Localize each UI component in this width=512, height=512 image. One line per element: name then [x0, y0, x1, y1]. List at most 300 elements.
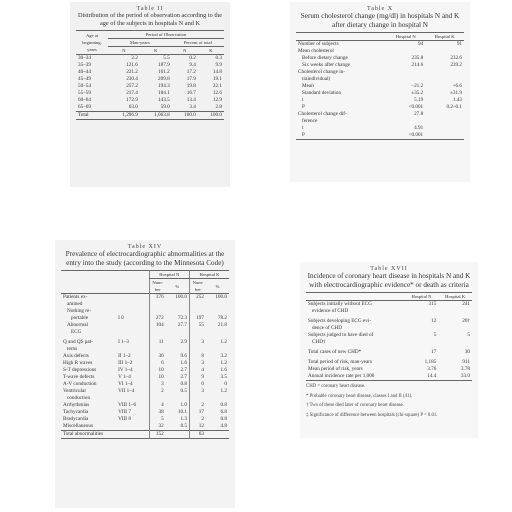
hospital-n-cell: −21.2 — [411, 83, 424, 89]
percent-n-cell: 16.7 — [186, 90, 196, 96]
hospital-n-number-cell: 10 — [149, 367, 166, 374]
hospital-k-cell — [425, 111, 464, 118]
hospital-n-cell — [405, 325, 439, 332]
table-row — [296, 97, 464, 104]
row-label: Miscellaneous — [63, 423, 93, 429]
table-xiv-col-n: Hospital N — [149, 271, 189, 279]
table-xiv-panel — [55, 240, 235, 508]
row-label: Nothing re- — [67, 308, 92, 314]
age-cell: 45–49 — [78, 76, 91, 82]
table-ii-title: Distribution of the period of observation according to the age of the subjects in hospitals N and K — [77, 12, 223, 27]
hospital-n-percent-cell: 1.0 — [180, 402, 187, 408]
table-xvii-title: Incidence of coronary heart disease in hospitals N and K with electrocardiographic evidence* or death as criteria — [307, 272, 471, 289]
row-label: Subjects developing ECG evi- — [308, 318, 371, 324]
table-row — [296, 90, 464, 97]
code-cell: V 1–4 — [118, 374, 131, 380]
table-row — [76, 55, 224, 63]
hospital-k-number-cell — [189, 346, 206, 353]
row-label: Annual incidence rate per 1,000 — [308, 373, 375, 379]
table-row — [61, 329, 229, 336]
man-years-n-cell: 121.6 — [126, 62, 138, 68]
hospital-k-cell — [425, 76, 464, 83]
hospital-k-percent-cell: 4.8 — [220, 423, 227, 429]
table-row — [296, 48, 464, 55]
hospital-k-number-cell: 17 — [189, 409, 206, 416]
row-label: Subjects judged to have died of — [308, 332, 374, 338]
hospital-k-cell — [438, 339, 472, 346]
man-years-n-cell: 172.9 — [126, 97, 138, 103]
table-row — [76, 97, 224, 104]
table-row — [296, 111, 464, 118]
percent-k-cell: 2.8 — [215, 104, 222, 110]
hospital-k-cell: 911 — [462, 359, 470, 365]
row-label: ference — [302, 118, 318, 124]
hospital-n-cell — [386, 48, 425, 55]
table-row — [61, 416, 229, 423]
hospital-k-number-cell — [189, 301, 206, 308]
man-years-n-cell: 63.0 — [128, 104, 138, 110]
hospital-k-cell: 30 — [464, 349, 470, 355]
hospital-n-percent-cell: 2.9 — [180, 339, 187, 345]
hospital-k-cell: ±31.9 — [450, 90, 462, 96]
man-years-k-cell: 209.8 — [158, 76, 170, 82]
hospital-k-number-cell: 3 — [189, 360, 206, 367]
hospital-n-number-cell: 2 — [149, 388, 166, 395]
hospital-k-cell: 5 — [467, 332, 470, 338]
row-label: Total period of risk, man-years — [308, 359, 373, 365]
hospital-n-number-cell: 10 — [149, 374, 166, 381]
table-xvii-footnotes — [306, 380, 472, 419]
hospital-n-cell: ±35.2 — [411, 90, 424, 96]
hospital-k-percent-cell: 1.2 — [220, 339, 227, 345]
code-cell — [116, 395, 149, 402]
row-label: ECG — [71, 329, 82, 335]
code-cell: VIII 8 — [118, 416, 131, 422]
row-label: CHD† — [312, 339, 326, 345]
hospital-k-number-cell: 0 — [189, 381, 206, 388]
hospital-n-percent-cell: 2.7 — [180, 367, 187, 373]
hospital-k-number-cell: 8 — [189, 353, 206, 360]
table-row — [76, 76, 224, 83]
table-row — [306, 366, 472, 373]
table-ii-sub-n: N — [122, 48, 126, 53]
table-ii-total-mn: 1,296.9 — [122, 112, 138, 118]
hospital-k-percent-cell: 0.8 — [220, 402, 227, 408]
percent-k-cell: 12.9 — [212, 97, 222, 103]
row-label: portable — [71, 315, 88, 321]
hospital-n-cell — [386, 118, 425, 125]
table-ii-body — [76, 55, 224, 112]
row-label: Cholesterol change in- — [298, 69, 345, 75]
hospital-k-percent-cell: 6.8 — [220, 409, 227, 415]
hospital-k-number-cell: 4 — [189, 367, 206, 374]
age-cell: 30–34 — [78, 55, 91, 61]
hospital-n-cell: 3.76 — [427, 366, 437, 372]
table-ii-age-header: Age at beginning, years — [82, 33, 102, 52]
table-row — [306, 373, 472, 380]
table-ii-sub-n2: N — [183, 48, 187, 53]
table-ii-panel — [70, 2, 230, 187]
hospital-n-number-cell: 272 — [149, 315, 166, 322]
table-row — [306, 318, 472, 325]
age-cell: 60–64 — [78, 97, 91, 103]
hospital-n-percent-cell: 9.6 — [180, 353, 187, 359]
hospital-n-number-cell: 32 — [149, 423, 166, 431]
hospital-n-cell: 214.6 — [411, 62, 424, 68]
hospital-k-cell: 33.0 — [460, 373, 470, 379]
man-years-k-cell: 5.5 — [163, 55, 170, 61]
percent-n-cell: 17.2 — [186, 69, 196, 75]
hospital-n-percent-cell: 1.3 — [180, 416, 187, 422]
man-years-k-cell: 161.2 — [158, 69, 170, 75]
percent-n-cell: 0.2 — [189, 55, 196, 61]
row-label: Total cases of new CHD* — [308, 349, 362, 355]
hospital-k-cell — [438, 308, 472, 315]
hospital-n-number-cell: 376 — [149, 294, 166, 302]
hospital-k-cell — [425, 132, 464, 140]
table-xiv-blank-header — [61, 271, 116, 294]
table-x-title: Serum cholesterol change (mg/dl) in hospitals N and K after dietary change in hospital N — [300, 12, 460, 29]
hospital-n-number-cell: 3 — [149, 381, 166, 388]
table-x-col-k: Hospital K — [434, 34, 455, 39]
row-label: t — [302, 125, 304, 131]
table-row — [61, 367, 229, 374]
hospital-n-number-cell — [149, 346, 166, 353]
row-label: Standard deviation — [302, 90, 342, 96]
hospital-n-percent-cell — [166, 308, 190, 315]
hospital-k-number-cell: 2 — [189, 416, 206, 423]
hospital-n-percent-cell: 0.5 — [180, 388, 187, 394]
table-xiv-total-blank2 — [206, 431, 229, 439]
table-row — [296, 69, 464, 76]
code-cell: VIII 7 — [118, 409, 131, 415]
hospital-n-percent-cell: 0.8 — [180, 381, 187, 387]
hospital-n-cell: 14.4 — [427, 373, 437, 379]
table-xvii-panel — [300, 262, 478, 438]
table-row — [61, 315, 229, 322]
hospital-k-cell: 232.6 — [450, 55, 462, 61]
row-label: Mean — [302, 83, 314, 89]
hospital-k-percent-cell: 0.8 — [220, 416, 227, 422]
row-label: P — [302, 132, 305, 138]
row-label: P — [302, 104, 305, 110]
table-row — [76, 104, 224, 112]
footnote: ‡ Significance of difference between hospitals (chi-square) P < 0.01. — [306, 412, 438, 418]
hospital-k-cell — [438, 325, 472, 332]
table-ii-total-pn: 100.0 — [184, 112, 196, 118]
hospital-k-percent-cell: 1.2 — [220, 360, 227, 366]
table-row — [61, 294, 229, 302]
man-years-k-cell: 194.3 — [158, 83, 170, 89]
percent-k-cell: 0.3 — [215, 55, 222, 61]
code-cell: VIII 1–6 — [118, 402, 137, 408]
hospital-n-percent-cell — [166, 346, 190, 353]
code-cell — [116, 346, 149, 353]
percent-k-cell: 14.8 — [212, 69, 222, 75]
hospital-k-percent-cell: 3.5 — [220, 374, 227, 380]
table-x — [296, 32, 464, 140]
man-years-n-cell: 257.2 — [126, 83, 138, 89]
table-xvii-caption: Table XVII — [370, 266, 408, 272]
hospital-n-number-cell: 4 — [149, 402, 166, 409]
age-cell: 55–59 — [78, 90, 91, 96]
hospital-k-number-cell — [189, 395, 206, 402]
table-x-body — [296, 41, 464, 140]
hospital-n-percent-cell: 10.1 — [177, 409, 187, 415]
table-row — [296, 118, 464, 125]
percent-k-cell: 9.9 — [215, 62, 222, 68]
hospital-k-cell — [425, 69, 464, 76]
table-row — [61, 301, 229, 308]
table-ii-total-pk: 100.0 — [210, 112, 222, 118]
table-row — [61, 388, 229, 395]
hospital-k-number-cell: 252 — [189, 294, 206, 302]
table-xiv-total-label: Total abnormalities — [63, 431, 104, 437]
table-xvii-col-k: Hospital K — [445, 294, 466, 299]
man-years-n-cell: 217.4 — [126, 90, 138, 96]
row-label: Six weeks after change — [302, 62, 350, 68]
table-xiv-total-blank1 — [166, 431, 190, 439]
man-years-n-cell: 221.2 — [126, 69, 138, 75]
hospital-n-number-cell: 6 — [149, 360, 166, 367]
hospital-n-percent-cell: 100.0 — [175, 294, 187, 300]
table-ii-total-mk: 1,063.8 — [154, 112, 170, 118]
table-row — [306, 359, 472, 366]
hospital-k-percent-cell: 78.2 — [217, 315, 227, 321]
percent-k-cell: 22.1 — [212, 83, 222, 89]
footnote: * Probable coronary heart disease, classes I and II (41). — [306, 393, 413, 399]
hospital-n-cell: 27.8 — [414, 111, 424, 117]
row-label: Tachycardia — [63, 409, 89, 415]
hospital-n-percent-cell — [166, 395, 190, 402]
table-xiv-caption: Table XIV — [127, 244, 163, 250]
hospital-n-cell: <0.001 — [408, 104, 424, 110]
table-row — [296, 104, 464, 111]
table-row — [76, 62, 224, 69]
table-xiv-sub-pct2: % — [215, 283, 220, 289]
hospital-k-number-cell: 2 — [189, 402, 206, 409]
table-row — [76, 83, 224, 90]
hospital-n-cell: 1,185 — [424, 359, 437, 365]
hospital-k-percent-cell — [206, 308, 229, 315]
hospital-n-cell — [405, 308, 439, 315]
row-label: Mean cholesterol — [298, 48, 334, 54]
hospital-k-cell: 3.78 — [460, 366, 470, 372]
row-label: Mean period of risk, years — [308, 366, 363, 372]
percent-n-cell: 13.4 — [186, 97, 196, 103]
table-row — [296, 55, 464, 62]
table-row — [296, 41, 464, 49]
table-ii-group-header: Period of Observation — [108, 31, 224, 39]
age-cell: 65–69 — [78, 104, 91, 110]
hospital-k-cell — [425, 125, 464, 132]
row-label: Axis defects — [63, 353, 89, 359]
row-label: Patients ex- — [63, 294, 88, 300]
hospital-k-number-cell — [189, 308, 206, 315]
code-cell — [116, 322, 149, 329]
age-cell: 35–39 — [78, 62, 91, 68]
hospital-n-number-cell — [149, 329, 166, 336]
hospital-k-number-cell: 197 — [189, 315, 206, 322]
man-years-k-cell: 187.9 — [158, 62, 170, 68]
table-row — [61, 423, 229, 431]
hospital-n-cell: <0.001 — [408, 132, 424, 138]
table-row — [61, 402, 229, 409]
hospital-k-percent-cell: 3.2 — [220, 353, 227, 359]
table-row — [306, 325, 472, 332]
hospital-n-number-cell: 5 — [149, 416, 166, 423]
age-cell: 40–44 — [78, 69, 91, 75]
hospital-k-percent-cell: 1.6 — [220, 367, 227, 373]
hospital-k-percent-cell — [206, 301, 229, 308]
row-label: Arrhythmias — [63, 402, 90, 408]
hospital-n-number-cell: 38 — [149, 409, 166, 416]
hospital-k-percent-cell: 21.8 — [217, 322, 227, 328]
hospital-k-number-cell: 3 — [189, 339, 206, 346]
hospital-n-number-cell — [149, 308, 166, 315]
row-label: Ventricular — [63, 388, 87, 394]
hospital-n-percent-cell: 27.7 — [177, 322, 187, 328]
hospital-n-cell: 94 — [417, 41, 424, 47]
footnote: † Two of these died later of coronary heart disease. — [306, 403, 404, 408]
row-label: S-T depressions — [63, 367, 97, 373]
table-ii-total-label: Total — [78, 112, 89, 118]
table-xiv-code-header — [116, 271, 149, 294]
hospital-k-number-cell: 9 — [189, 374, 206, 381]
row-label: evidence of CHD — [312, 308, 349, 314]
table-xvii-blank-header — [306, 293, 405, 301]
table-x-blank-header — [296, 33, 386, 41]
row-label: Before dietary change — [302, 55, 348, 61]
row-label: Bradycardia — [63, 416, 89, 422]
table-ii — [76, 30, 224, 120]
man-years-n-cell: 2.2 — [131, 55, 138, 61]
code-cell — [116, 308, 149, 315]
row-label: Subjects initially without ECG — [308, 301, 372, 307]
hospital-k-cell: 241 — [462, 301, 470, 307]
hospital-n-cell — [405, 339, 439, 346]
table-ii-caption: Table II — [136, 6, 164, 12]
row-label: Number of subjects — [298, 41, 339, 47]
table-ii-sub-k: K — [154, 48, 158, 53]
hospital-n-cell: 17 — [431, 349, 437, 355]
table-row — [296, 83, 464, 90]
table-xiv-sub-pct: % — [175, 283, 180, 289]
hospital-k-percent-cell — [206, 395, 229, 402]
table-ii-sub-k2: K — [209, 48, 213, 53]
table-row — [61, 353, 229, 360]
hospital-n-percent-cell — [166, 301, 190, 308]
table-row — [76, 90, 224, 97]
man-years-n-cell: 230.4 — [126, 76, 138, 82]
hospital-k-cell: 239.2 — [450, 62, 462, 68]
table-row — [61, 322, 229, 329]
hospital-n-cell — [386, 69, 425, 76]
table-xvii — [306, 292, 472, 380]
hospital-n-number-cell: 11 — [149, 339, 166, 346]
table-row — [306, 332, 472, 339]
man-years-k-cell: 184.1 — [158, 90, 170, 96]
table-xiv-body — [61, 294, 229, 431]
table-row — [61, 381, 229, 388]
hospital-k-number-cell — [189, 329, 206, 336]
footnote: CHD = coronary heart disease. — [306, 384, 366, 389]
row-label: t — [302, 97, 304, 103]
hospital-k-number-cell: 3 — [189, 388, 206, 395]
row-label: traindividual) — [302, 76, 331, 82]
man-years-k-cell: 59.0 — [160, 104, 170, 110]
table-row — [296, 132, 464, 140]
code-cell: VI 1–4 — [118, 381, 133, 387]
hospital-n-cell: 5.19 — [414, 97, 424, 103]
code-cell — [116, 423, 149, 431]
row-label: A-V conduction — [63, 381, 97, 387]
table-row — [296, 125, 464, 132]
age-cell: 50–54 — [78, 83, 91, 89]
table-x-panel — [290, 2, 470, 182]
table-xvii-body — [306, 301, 472, 381]
table-row — [61, 339, 229, 346]
row-label: High R waves — [63, 360, 93, 366]
table-xiv-sub-num2: Num-ber — [189, 279, 206, 294]
table-x-col-n: Hospital N — [395, 34, 416, 39]
hospital-n-percent-cell: 1.6 — [180, 360, 187, 366]
hospital-n-number-cell — [149, 301, 166, 308]
table-row — [61, 395, 229, 402]
row-label: terns — [67, 346, 78, 352]
table-xiv-title: Prevalence of electrocardiographic abnormalities at the entry into the study (according to the Minnesota Code) — [65, 250, 225, 267]
table-row — [61, 374, 229, 381]
row-label: dence of CHD — [312, 325, 342, 331]
percent-k-cell: 19.1 — [212, 76, 222, 82]
table-xiv-col-k: Hospital K — [189, 271, 229, 279]
hospital-k-percent-cell — [206, 329, 229, 336]
hospital-k-cell: 1.43 — [452, 97, 462, 103]
row-label: Abnormal — [67, 322, 89, 328]
hospital-n-cell: 315 — [428, 301, 437, 307]
row-label: Cholesterol change dif- — [298, 111, 347, 117]
table-row — [306, 308, 472, 315]
table-ii-man-years-header: Man-years — [108, 39, 172, 47]
table-row — [61, 346, 229, 353]
table-row — [61, 308, 229, 315]
hospital-k-cell: 91 — [456, 41, 462, 47]
code-cell — [116, 301, 149, 308]
table-xvii-col-n: Hospital N — [411, 294, 432, 299]
hospital-n-number-cell — [149, 395, 166, 402]
hospital-n-cell: 4.91 — [414, 125, 424, 131]
table-xiv — [61, 270, 229, 439]
code-cell — [116, 294, 149, 302]
hospital-k-cell — [425, 48, 464, 55]
percent-n-cell: 19.8 — [186, 83, 196, 89]
hospital-k-percent-cell: 0 — [224, 381, 227, 387]
hospital-k-cell: +6.6 — [452, 83, 462, 89]
hospital-n-cell: 12 — [431, 318, 437, 324]
row-label: conduction — [67, 395, 91, 401]
code-cell: III 1–2 — [118, 360, 133, 366]
hospital-n-cell: 5 — [433, 332, 437, 338]
table-row — [306, 339, 472, 346]
hospital-n-percent-cell: 8.5 — [180, 423, 187, 429]
hospital-n-percent-cell: 2.7 — [180, 374, 187, 380]
hospital-n-number-cell: 104 — [149, 322, 166, 329]
hospital-k-percent-cell: 100.0 — [215, 294, 227, 300]
table-row — [61, 360, 229, 367]
code-cell: I 1–3 — [118, 339, 129, 345]
percent-n-cell: 3.4 — [189, 104, 196, 110]
percent-n-cell: 17.9 — [186, 76, 196, 82]
